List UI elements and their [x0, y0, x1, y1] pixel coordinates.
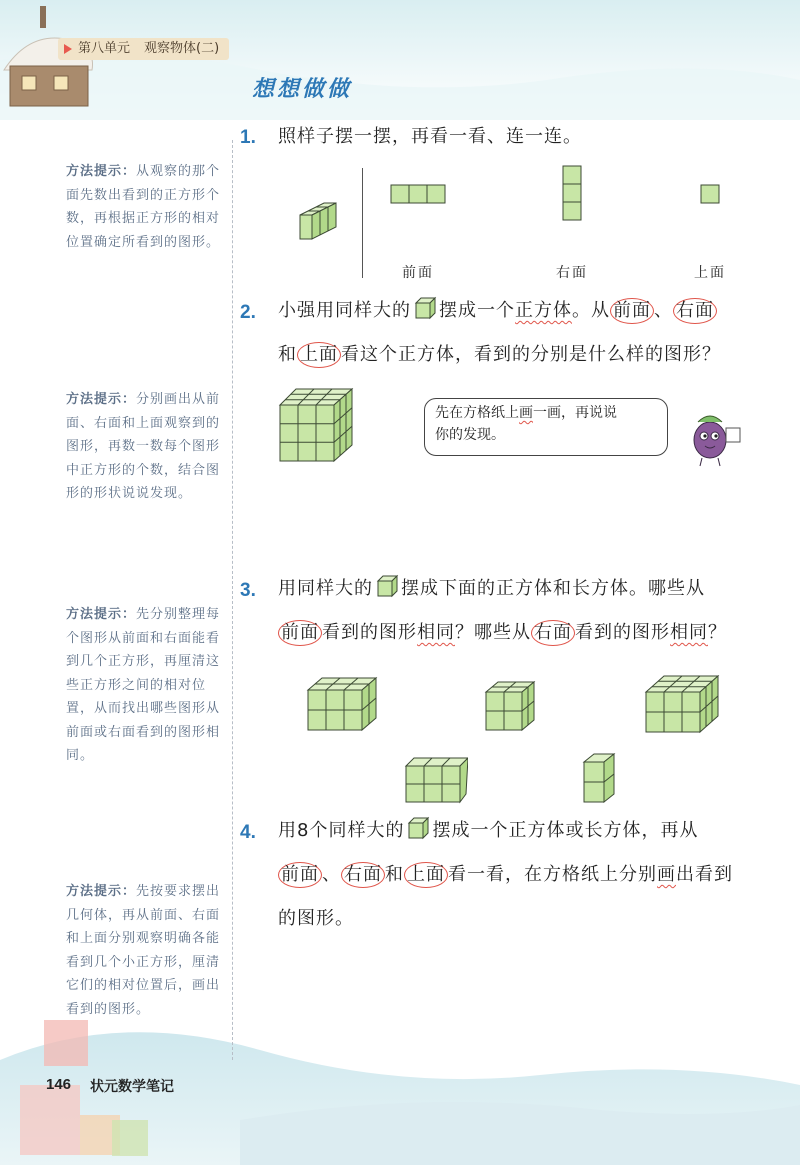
q2-text: 。从	[572, 300, 610, 321]
bubble-term-draw: 画	[519, 405, 533, 421]
hint-speech-bubble	[424, 398, 668, 456]
hint-divider	[232, 140, 233, 1060]
q1-separator-line	[362, 168, 363, 278]
hint-text: 从观察的那个面先数出看到的正方形个数，再根据正方形的相对位置确定所看到的图形。	[66, 164, 221, 250]
question-1-text: 照样子摆一摆，再看一看、连一连。	[278, 126, 582, 147]
question-2-line-1	[278, 290, 778, 332]
label-right: 右面	[556, 265, 588, 281]
bubble-line-2: 你的发现。	[435, 427, 505, 443]
small-cube-icon	[413, 296, 437, 320]
q3-solid-e	[582, 752, 616, 804]
question-4-line-1	[278, 810, 778, 852]
hint-label: 方法提示：	[66, 884, 137, 899]
unit-label: 第八单元	[78, 41, 131, 56]
mascot-character-icon	[676, 402, 746, 468]
page-number: 146	[46, 1076, 72, 1093]
label-top: 上面	[694, 265, 726, 281]
small-cube-icon	[375, 574, 399, 598]
question-3-line-1	[278, 568, 778, 610]
bubble-text: 先在方格纸上	[435, 405, 519, 421]
method-hint-3	[66, 603, 226, 768]
hint-label: 方法提示：	[66, 164, 137, 179]
q3-text: ？	[708, 622, 727, 643]
question-4-line-3: 的图形。	[278, 908, 354, 929]
q1-view-top-shape	[700, 184, 722, 206]
q4-text: 看一看，在方格纸上分别	[448, 864, 657, 885]
method-hint-1	[66, 160, 226, 254]
q2-text: 小强用同样大的	[278, 300, 411, 321]
unit-tab	[58, 38, 229, 60]
question-4-number: 4.	[240, 822, 256, 843]
q3-solid-b	[484, 680, 536, 734]
section-title: 想想做做	[252, 76, 353, 102]
small-cube-icon	[406, 816, 430, 840]
q3-text: 看到的图形	[575, 622, 670, 643]
q2-term-right: 右面	[673, 298, 717, 324]
question-1-number: 1.	[240, 127, 256, 148]
q2-text: 摆成一个	[439, 300, 515, 321]
q2-term-cube: 正方体	[515, 300, 572, 321]
q3-term-front: 前面	[278, 620, 322, 646]
question-4-line-2	[278, 854, 778, 896]
hint-text: 先分别整理每个图形从前面和右面能看到几个正方形，再厘清这些正方形之间的相对位置，从而找出哪些图形从前面或右面看到的图形相同。	[66, 607, 221, 763]
q2-text: 、	[654, 300, 673, 321]
question-2-number: 2.	[240, 302, 256, 323]
q4-text: 出看到	[676, 864, 733, 885]
q3-term-same: 相同	[417, 622, 455, 643]
book-title: 状元数学笔记	[90, 1079, 174, 1095]
bubble-text: 一画，再说说	[533, 405, 617, 421]
q3-term-right: 右面	[531, 620, 575, 646]
question-2-line-2	[278, 334, 778, 376]
q2-term-top: 上面	[297, 342, 341, 368]
hint-label: 方法提示：	[66, 607, 137, 622]
q3-text: ？哪些从	[455, 622, 531, 643]
q4-text: 用8个同样大的	[278, 820, 405, 841]
bubble-line-1	[435, 402, 657, 424]
q3-text: 看到的图形	[322, 622, 417, 643]
q4-term-draw: 画	[657, 864, 676, 885]
question-3-number: 3.	[240, 580, 256, 601]
q2-cube-3x3	[276, 385, 358, 467]
q3-text: 用同样大的	[278, 578, 373, 599]
q2-term-front: 前面	[610, 298, 654, 324]
q2-text: 和	[278, 344, 297, 365]
q4-text: 摆成一个正方体或长方体，再从	[432, 820, 699, 841]
q4-text: 和	[385, 864, 404, 885]
q2-text: 看这个正方体，看到的分别是什么样的图形？	[341, 344, 721, 365]
chapter-label: 观察物体(二)	[144, 41, 220, 56]
q1-view-right-shape	[562, 165, 584, 223]
q4-term-front: 前面	[278, 862, 322, 888]
q1-cube-model	[290, 195, 350, 245]
hint-text: 先按要求摆出几何体，再从前面、右面和上面分别观察明确各能看到几个小正方形，厘清它们的相对位置后，画出看到的图形。	[66, 884, 221, 1017]
hint-label: 方法提示：	[66, 392, 137, 407]
label-front: 前面	[402, 265, 434, 281]
method-hint-2	[66, 388, 226, 506]
q3-solid-d	[404, 756, 468, 804]
q3-term-same: 相同	[670, 622, 708, 643]
play-arrow-icon	[64, 44, 72, 54]
method-hint-4	[66, 880, 226, 1021]
q3-solid-a	[306, 676, 380, 732]
q3-solid-c	[644, 674, 720, 734]
q4-term-top: 上面	[404, 862, 448, 888]
q3-text: 摆成下面的正方体和长方体。哪些从	[401, 578, 705, 599]
q1-view-front-shape	[390, 184, 448, 206]
q4-term-right: 右面	[341, 862, 385, 888]
question-3-line-2	[278, 612, 778, 654]
q4-text: 、	[322, 864, 341, 885]
hint-text: 分别画出从前面、右面和上面观察到的图形，再数一数每个图形中正方形的个数，结合图形的形状说说发现。	[66, 392, 221, 501]
